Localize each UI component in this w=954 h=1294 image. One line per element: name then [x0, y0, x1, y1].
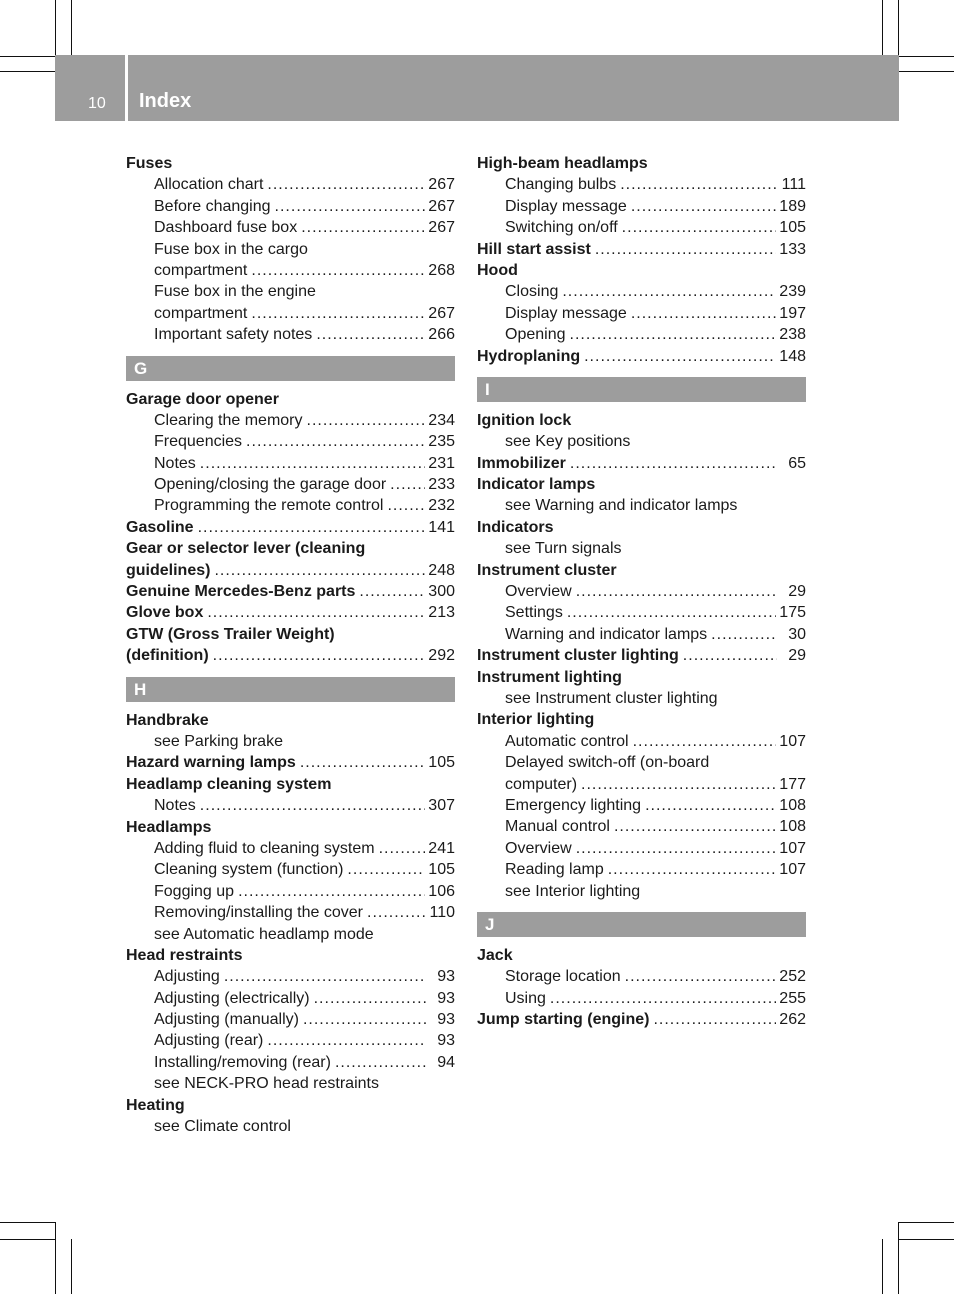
dot-leader: [576, 581, 777, 602]
index-entry: [477, 153, 806, 174]
entry-label: Closing: [505, 283, 559, 301]
dot-leader: [633, 731, 777, 752]
index-entry: [126, 624, 455, 645]
entry-label: Ignition lock: [477, 411, 572, 429]
index-entry: [126, 752, 455, 773]
index-subentry: [477, 816, 806, 837]
page-ref: 268: [428, 261, 455, 279]
dot-leader: [631, 303, 776, 324]
dot-leader: [390, 474, 425, 495]
index-subentry: [126, 217, 455, 238]
index-entry: [477, 645, 806, 666]
dot-leader: [198, 517, 426, 538]
dot-leader: [303, 1009, 426, 1030]
entry-label: see Interior lighting: [505, 882, 641, 900]
dot-leader: [307, 410, 426, 431]
page-ref: 234: [428, 411, 455, 429]
section-header-j: J: [477, 912, 806, 937]
page-ref: 232: [428, 497, 455, 515]
page-ref: 197: [779, 304, 806, 322]
dot-leader: [224, 966, 426, 987]
index-subentry: [126, 431, 455, 452]
entry-label: Hood: [477, 261, 518, 279]
entry-label: Reading lamp: [505, 861, 604, 879]
dot-leader: [645, 795, 776, 816]
index-subentry: [477, 859, 806, 880]
page-ref: 292: [428, 647, 455, 665]
entry-label: Instrument lighting: [477, 668, 622, 686]
entry-label: Gasoline: [126, 518, 194, 536]
page-ref: 213: [428, 604, 455, 622]
dot-leader: [387, 495, 425, 516]
crop-mark: [71, 0, 72, 56]
page-ref: 107: [779, 861, 806, 879]
dot-leader: [275, 196, 426, 217]
page-ref: 105: [428, 754, 455, 772]
index-subentry: [477, 838, 806, 859]
dot-leader: [581, 774, 776, 795]
index-entry: [477, 517, 806, 538]
entry-label: Important safety notes: [154, 326, 313, 344]
entry-label: Adjusting (manually): [154, 1011, 299, 1029]
crop-mark: [882, 0, 883, 56]
entry-label: Programming the remote control: [154, 497, 384, 515]
index-subentry: [126, 281, 455, 302]
page-ref: 111: [781, 176, 806, 194]
entry-label: Fuses: [126, 155, 173, 172]
crop-mark: [899, 71, 954, 72]
page-ref: 29: [788, 583, 806, 601]
dot-leader: [251, 260, 425, 281]
entry-label: Headlamp cleaning system: [126, 775, 332, 793]
entry-label: computer): [505, 775, 578, 793]
dot-leader: [584, 346, 776, 367]
entry-label: Overview: [505, 839, 572, 857]
dot-leader: [608, 859, 777, 880]
entry-label: Notes: [154, 797, 196, 815]
page-number: 10: [88, 95, 106, 112]
entry-label: Removing/installing the cover: [154, 904, 363, 922]
entry-label: Emergency lighting: [505, 796, 642, 814]
index-subentry: [126, 902, 455, 923]
page-title: Index: [139, 90, 192, 112]
index-subentry: [126, 859, 455, 880]
dot-leader: [200, 453, 426, 474]
dot-leader: [625, 966, 777, 987]
index-column-right: [477, 153, 806, 1030]
entry-label: guidelines): [126, 561, 211, 579]
dot-leader: [379, 838, 426, 859]
index-subentry: [126, 838, 455, 859]
page-ref: 266: [428, 326, 455, 344]
page-ref: 110: [429, 904, 455, 922]
entry-label: Interior lighting: [477, 711, 595, 729]
entry-label: Fogging up: [154, 882, 235, 900]
index-entry: [126, 1095, 455, 1116]
entry-label: (definition): [126, 647, 209, 665]
dot-leader: [347, 859, 425, 880]
page-ref: 267: [428, 219, 455, 237]
entry-label: Dashboard fuse box: [154, 219, 298, 237]
page-ref: 107: [779, 732, 806, 750]
index-entry: [477, 260, 806, 281]
page-ref: 93: [437, 1032, 455, 1050]
index-subentry: [126, 239, 455, 260]
dot-leader: [614, 816, 776, 837]
index-subentry: [126, 474, 455, 495]
index-subentry: [477, 688, 806, 709]
index-column-left: [126, 153, 455, 1137]
dot-leader: [711, 624, 777, 645]
page-ref: 248: [428, 561, 455, 579]
index-entry: [477, 667, 806, 688]
index-subentry: [126, 1073, 455, 1094]
entry-label: Adjusting (rear): [154, 1032, 264, 1050]
page-ref: 105: [428, 861, 455, 879]
page-ref: 262: [779, 1011, 806, 1029]
index-entry: [477, 453, 806, 474]
dot-leader: [314, 988, 426, 1009]
page-ref: 141: [428, 518, 455, 536]
page-ref: 108: [779, 818, 806, 836]
page-ref: 267: [428, 304, 455, 322]
index-entry: [126, 945, 455, 966]
page-ref: 252: [779, 968, 806, 986]
entry-label: High-beam headlamps: [477, 155, 648, 172]
page-ref: 235: [428, 433, 455, 451]
page-ref: 267: [428, 176, 455, 194]
crop-mark: [71, 1239, 72, 1294]
index-subentry: [126, 495, 455, 516]
page-ref: 175: [779, 604, 806, 622]
index-entry: [477, 239, 806, 260]
dot-leader: [683, 645, 777, 666]
entry-label: see NECK-PRO head restraints: [154, 1075, 379, 1093]
page-ref: 108: [779, 796, 806, 814]
index-entry: [477, 945, 806, 966]
entry-label: Hill start assist: [477, 240, 591, 258]
page-header: [55, 55, 899, 121]
crop-mark: [899, 1222, 954, 1223]
index-subentry: [126, 174, 455, 195]
entry-label: Manual control: [505, 818, 610, 836]
entry-label: Warning and indicator lamps: [505, 625, 708, 643]
dot-leader: [213, 645, 426, 666]
index-entry: [477, 709, 806, 730]
index-entry: [126, 560, 455, 581]
entry-label: Instrument cluster: [477, 561, 617, 579]
dot-leader: [301, 217, 425, 238]
index-subentry: [126, 966, 455, 987]
crop-mark: [899, 56, 954, 57]
entry-label: Jack: [477, 946, 513, 964]
entry-label: Indicator lamps: [477, 476, 596, 494]
entry-label: see Instrument cluster lighting: [505, 689, 718, 707]
dot-leader: [251, 303, 425, 324]
dot-leader: [238, 881, 425, 902]
entry-label: Jump starting (engine): [477, 1011, 650, 1029]
entry-label: see Automatic headlamp mode: [154, 925, 374, 943]
entry-label: Glove box: [126, 604, 204, 622]
index-subentry: [126, 1116, 455, 1137]
entry-label: Opening: [505, 326, 566, 344]
entry-label: see Climate control: [154, 1118, 291, 1136]
index-entry: [477, 474, 806, 495]
index-entry: [126, 645, 455, 666]
index-subentry: [477, 495, 806, 516]
dot-leader: [300, 752, 425, 773]
page-ref: 300: [428, 583, 455, 601]
dot-leader: [570, 324, 777, 345]
index-subentry: [126, 1030, 455, 1051]
entry-label: Instrument cluster lighting: [477, 647, 679, 665]
entry-label: Changing bulbs: [505, 176, 617, 194]
dot-leader: [550, 988, 776, 1009]
section-header-i: I: [477, 377, 806, 402]
dot-leader: [267, 174, 425, 195]
entry-label: Settings: [505, 604, 563, 622]
entry-label: Allocation chart: [154, 176, 264, 194]
index-subentry: [126, 324, 455, 345]
entry-label: compartment: [154, 304, 248, 322]
crop-mark: [55, 0, 56, 56]
page-ref: 233: [428, 476, 455, 494]
index-subentry: [477, 538, 806, 559]
crop-mark: [882, 1239, 883, 1294]
page-ref: 241: [428, 839, 455, 857]
entry-label: Before changing: [154, 197, 271, 215]
index-entry: [126, 581, 455, 602]
index-subentry: [126, 731, 455, 752]
entry-label: Switching on/off: [505, 219, 618, 237]
header-divider: [125, 55, 128, 121]
index-subentry: [477, 602, 806, 623]
dot-leader: [562, 281, 776, 302]
entry-label: Handbrake: [126, 711, 209, 729]
index-entry: [126, 774, 455, 795]
crop-mark: [898, 0, 899, 56]
page-ref: 105: [779, 219, 806, 237]
entry-label: Display message: [505, 197, 627, 215]
entry-label: see Parking brake: [154, 732, 283, 750]
index-subentry: [126, 303, 455, 324]
index-subentry: [126, 881, 455, 902]
page-ref: 30: [788, 625, 806, 643]
entry-label: Immobilizer: [477, 454, 566, 472]
page-ref: 255: [779, 989, 806, 1007]
entry-label: Gear or selector lever (cleaning: [126, 540, 366, 558]
entry-label: see Key positions: [505, 433, 631, 451]
dot-leader: [214, 560, 425, 581]
index-entry: [126, 517, 455, 538]
index-subentry: [477, 624, 806, 645]
entry-label: compartment: [154, 261, 248, 279]
entry-label: Installing/removing (rear): [154, 1053, 331, 1071]
index-entry: [477, 346, 806, 367]
entry-label: Fuse box in the cargo: [154, 240, 308, 258]
entry-label: Display message: [505, 304, 627, 322]
index-subentry: [477, 966, 806, 987]
page-ref: 29: [788, 647, 806, 665]
entry-label: Frequencies: [154, 433, 243, 451]
entry-label: GTW (Gross Trailer Weight): [126, 625, 335, 643]
index-subentry: [126, 1009, 455, 1030]
page-ref: 239: [779, 283, 806, 301]
index-entry: [477, 560, 806, 581]
page-ref: 107: [779, 839, 806, 857]
index-subentry: [477, 581, 806, 602]
dot-leader: [246, 431, 425, 452]
dot-leader: [631, 196, 776, 217]
dot-leader: [567, 602, 776, 623]
page-ref: 231: [428, 454, 455, 472]
entry-label: Automatic control: [505, 732, 629, 750]
crop-mark: [0, 71, 55, 72]
page-ref: 93: [437, 968, 455, 986]
index-subentry: [126, 795, 455, 816]
page-ref: 267: [428, 197, 455, 215]
page-ref: 177: [779, 775, 806, 793]
index-subentry: [126, 260, 455, 281]
crop-mark: [898, 1222, 899, 1294]
section-header-g: G: [126, 356, 455, 381]
page-ref: 189: [779, 197, 806, 215]
crop-mark: [0, 56, 55, 57]
index-subentry: [477, 431, 806, 452]
page-ref: 106: [428, 882, 455, 900]
entry-label: Hazard warning lamps: [126, 754, 296, 772]
entry-label: Clearing the memory: [154, 411, 303, 429]
section-header-h: H: [126, 677, 455, 702]
index-entry: [477, 1009, 806, 1030]
page-ref: 93: [437, 1011, 455, 1029]
entry-label: Adjusting (electrically): [154, 989, 310, 1007]
dot-leader: [620, 174, 777, 195]
index-entry: [126, 602, 455, 623]
crop-mark: [899, 1239, 954, 1240]
crop-mark: [55, 1222, 56, 1294]
entry-label: see Warning and indicator lamps: [505, 497, 738, 515]
entry-label: Delayed switch-off (on-board: [505, 754, 710, 772]
dot-leader: [207, 602, 425, 623]
index-subentry: [477, 988, 806, 1009]
dot-leader: [622, 217, 777, 238]
index-subentry: [477, 881, 806, 902]
dot-leader: [200, 795, 426, 816]
page-ref: 65: [788, 454, 806, 472]
entry-label: Genuine Mercedes-Benz parts: [126, 583, 356, 601]
entry-label: Overview: [505, 583, 572, 601]
entry-label: Notes: [154, 454, 196, 472]
index-subentry: [477, 324, 806, 345]
index-subentry: [477, 217, 806, 238]
dot-leader: [570, 453, 777, 474]
index-subentry: [477, 774, 806, 795]
entry-label: Adding fluid to cleaning system: [154, 839, 375, 857]
page-ref: 93: [437, 989, 455, 1007]
dot-leader: [595, 239, 776, 260]
index-subentry: [477, 752, 806, 773]
entry-label: Indicators: [477, 518, 554, 536]
page-ref: 238: [779, 326, 806, 344]
page-ref: 148: [779, 347, 806, 365]
crop-mark: [0, 1222, 55, 1223]
entry-label: Using: [505, 989, 546, 1007]
entry-label: Garage door opener: [126, 390, 279, 408]
index-subentry: [477, 795, 806, 816]
entry-label: Headlamps: [126, 818, 212, 836]
index-subentry: [126, 196, 455, 217]
entry-label: Storage location: [505, 968, 621, 986]
entry-label: Adjusting: [154, 968, 220, 986]
index-entry: [126, 153, 455, 174]
dot-leader: [653, 1009, 776, 1030]
entry-label: Opening/closing the garage door: [154, 476, 387, 494]
dot-leader: [316, 324, 425, 345]
dot-leader: [367, 902, 426, 923]
crop-mark: [0, 1239, 55, 1240]
page-ref: 94: [437, 1053, 455, 1071]
page-ref: 307: [428, 797, 455, 815]
index-entry: [126, 389, 455, 410]
dot-leader: [335, 1052, 426, 1073]
index-subentry: [126, 924, 455, 945]
index-subentry: [126, 453, 455, 474]
index-subentry: [477, 281, 806, 302]
index-subentry: [477, 731, 806, 752]
dot-leader: [576, 838, 777, 859]
index-entry: [477, 410, 806, 431]
entry-label: Hydroplaning: [477, 347, 581, 365]
index-subentry: [477, 196, 806, 217]
entry-label: Head restraints: [126, 946, 243, 964]
index-subentry: [126, 1052, 455, 1073]
index-subentry: [126, 988, 455, 1009]
entry-label: Fuse box in the engine: [154, 283, 316, 301]
index-entry: [126, 538, 455, 559]
index-entry: [126, 817, 455, 838]
entry-label: Cleaning system (function): [154, 861, 344, 879]
entry-label: Heating: [126, 1096, 185, 1114]
index-subentry: [126, 410, 455, 431]
index-subentry: [477, 174, 806, 195]
dot-leader: [267, 1030, 426, 1051]
page-ref: 133: [779, 240, 806, 258]
entry-label: see Turn signals: [505, 540, 622, 558]
index-subentry: [477, 303, 806, 324]
index-entry: [126, 710, 455, 731]
dot-leader: [359, 581, 425, 602]
